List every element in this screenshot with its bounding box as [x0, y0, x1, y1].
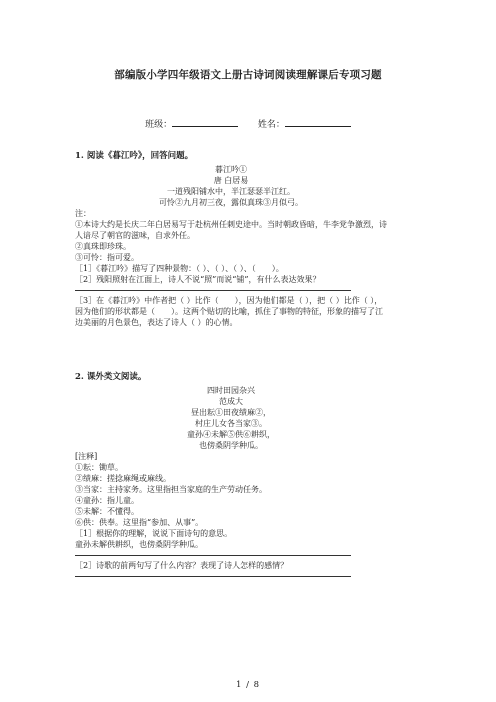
poem-2-line: 童孙④未解⑤供⑥耕织，	[187, 430, 275, 439]
answer-line[interactable]	[75, 576, 351, 577]
section-1-heading: 1. 阅读《暮江吟》，回答问题。	[75, 151, 194, 161]
note: ⑥供：供奉。这里指“参加、从事”。	[75, 518, 204, 527]
poem-2-notes	[75, 451, 387, 528]
question-2-1-line: 童孙未解供耕织，也傍桑阴学种瓜。	[75, 540, 203, 549]
poem-2-title: 四时田园杂兴	[207, 386, 255, 395]
poem-1-notes	[75, 208, 387, 263]
note: ①耘：锄草。	[75, 463, 123, 472]
answer-line[interactable]	[75, 555, 351, 556]
note: [注释]	[75, 452, 98, 461]
note: ③可怜：指可爱。	[75, 253, 139, 262]
question-2-2: ［2］诗歌的前两句写了什么内容？表现了诗人怎样的感情？	[75, 561, 289, 570]
question-1-1: ［1］《暮江吟》描写了四种景物：（ ）、（ ）、（ ）、（ ）。	[75, 264, 284, 273]
class-blank[interactable]	[172, 117, 238, 127]
answer-line[interactable]	[75, 290, 351, 291]
poem-2-line: 村庄儿女各当家③。	[195, 419, 267, 428]
name-label: 姓名：	[257, 120, 285, 130]
class-label: 班级：	[145, 120, 173, 130]
note: ②绩麻：搓捻麻绳或麻线。	[75, 474, 171, 483]
poem-1-line: 一道残阳铺水中，半江瑟瑟半江红。	[167, 187, 295, 196]
note: ②真珠即珍珠。	[75, 242, 131, 251]
poem-2-line: 也傍桑阴学种瓜。	[199, 441, 263, 450]
question-1-3: ［3］在《暮江吟》中作者把（ ）比作（ ），因为他们都是（ ），把（ ）比作（ ），因为他们的形状都是（ ）。这两个贴切的比喻，抓住了事物的特征，形象的描写了江边美丽的月色景色，表达了诗人（ ）的心情。	[75, 296, 383, 327]
section-2-heading: 2. 课外类文阅读。	[75, 372, 147, 382]
section-1	[75, 151, 387, 328]
page-number: 1 / 8	[235, 680, 261, 690]
note: 注：	[75, 209, 91, 218]
poem-2-line: 昼出耘①田夜绩麻②，	[191, 408, 271, 417]
poem-2	[75, 385, 387, 451]
poem-1-line: 可怜②九月初三夜，露似真珠③月似弓。	[159, 198, 303, 207]
note: ③当家：主持家务。这里指担当家庭的生产劳动任务。	[75, 485, 267, 494]
note: ④童孙：指儿童。	[75, 496, 139, 505]
note: ①本诗大约是长庆二年白居易写于赴杭州任刺史途中。当时朝政昏暗，牛李党争激烈，诗人谙尽了朝官的滋味，自求外任。	[75, 220, 387, 240]
document-title: 部编版小学四年级语文上册古诗词阅读理解课后专项习题	[114, 69, 382, 81]
question-2-1: ［1］根据你的理解，说说下面诗句的意思。	[75, 529, 233, 538]
section-2	[75, 372, 387, 581]
question-1-2: ［2］残阳照射在江面上，诗人不说“照”而说“铺”，有什么表达效果？	[75, 275, 321, 284]
poem-1-author: 唐 白居易	[213, 176, 249, 185]
poem-1	[75, 164, 387, 208]
poem-1-title: 暮江吟①	[215, 165, 247, 174]
poem-2-author: 范成大	[219, 397, 243, 406]
name-blank[interactable]	[285, 117, 351, 127]
student-info-row	[0, 117, 496, 130]
note: ⑤未解：不懂得。	[75, 507, 139, 516]
